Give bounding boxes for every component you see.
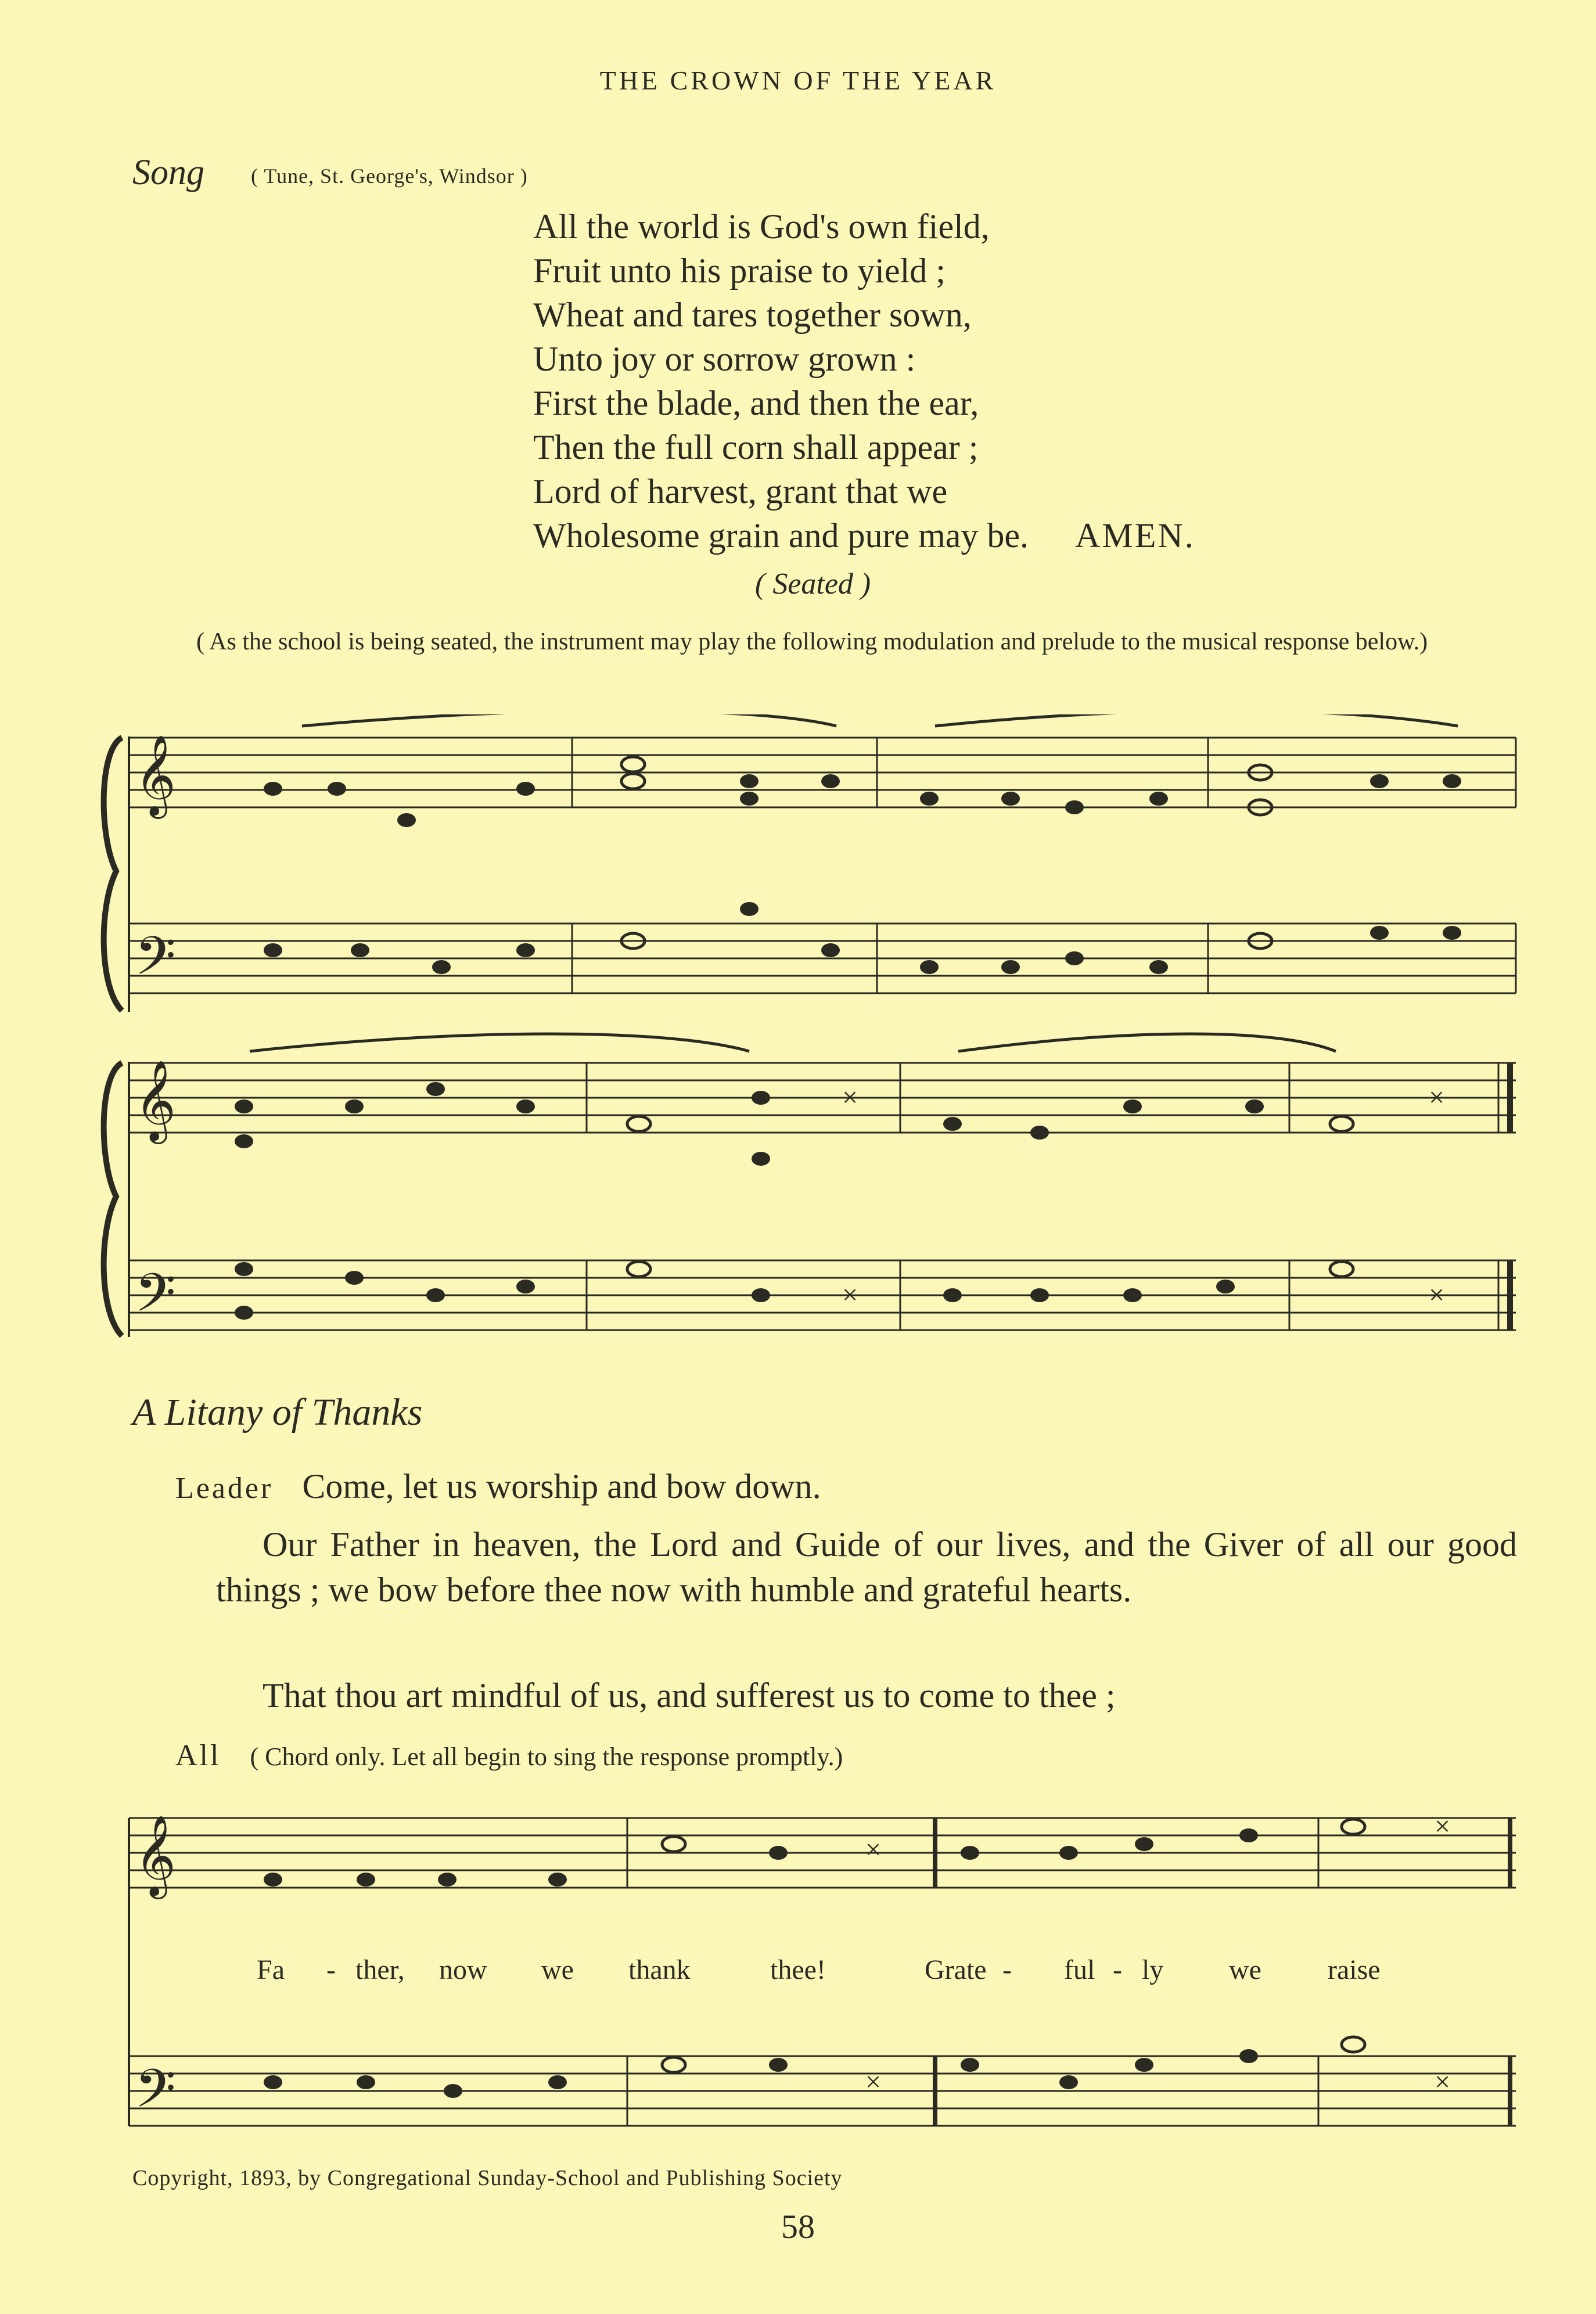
all-line [175, 1731, 843, 1780]
instrument-note: ( As the school is being seated, the instrument may play the following modulation and prelude to the musical response below.) [196, 628, 1428, 655]
response-lyrics [0, 1954, 1596, 1995]
svg-text:𝄢: 𝄢 [135, 2060, 176, 2131]
svg-text:×: × [865, 1834, 882, 1865]
svg-text:𝄞: 𝄞 [135, 1062, 176, 1139]
verse-line: Then the full corn shall appear ; [533, 428, 979, 466]
lyric-syllable: we [1229, 1954, 1261, 1985]
leader-text: Come, let us worship and bow down. [302, 1467, 821, 1505]
verse-line: Wheat and tares together sown, [533, 296, 972, 334]
song-tune: ( Tune, St. George's, Windsor ) [251, 164, 528, 188]
all-direction: ( Chord only. Let all begin to sing the response promptly.) [250, 1742, 843, 1771]
lyric-syllable: - [1113, 1954, 1122, 1985]
svg-text:×: × [842, 1280, 858, 1310]
verse-line: Lord of harvest, grant that we [533, 472, 948, 511]
svg-text:×: × [1429, 1280, 1445, 1310]
lyric-syllable: ful [1064, 1954, 1095, 1985]
lyric-syllable: thank [628, 1954, 691, 1985]
litany-heading: A Litany of Thanks [132, 1391, 423, 1433]
verse-line-text: Wholesome grain and pure may be. [533, 516, 1029, 555]
verse-line [533, 513, 1195, 558]
verse-line: First the blade, and then the ear, [533, 384, 979, 422]
music-system-1 [0, 714, 1596, 1028]
svg-text:×: × [1435, 1811, 1451, 1842]
svg-text:𝄢: 𝄢 [135, 1264, 176, 1335]
svg-text:𝄢: 𝄢 [135, 928, 176, 998]
lyric-syllable: raise [1328, 1954, 1381, 1985]
leader-line [175, 1464, 821, 1511]
seated-direction: ( Seated ) [755, 567, 871, 601]
verse-line: Fruit unto his praise to yield ; [533, 251, 946, 290]
lyric-syllable: we [541, 1954, 574, 1985]
svg-text:×: × [1429, 1082, 1445, 1113]
score-notation [104, 1034, 1516, 1337]
page-number: 58 [781, 2208, 815, 2245]
lyric-syllable: Grate [925, 1954, 987, 1985]
all-label: All [175, 1739, 221, 1772]
svg-text:×: × [842, 1082, 858, 1113]
running-title: THE CROWN OF THE YEAR [599, 66, 997, 95]
litany-paragraph: Our Father in heaven, the Lord and Guide of our lives, and the Giver of all our good things ; we bow before thee now with humble and grateful hearts. [216, 1525, 1517, 1609]
lyric-syllable: ther, [355, 1954, 405, 1985]
lyric-syllable: now [439, 1954, 487, 1985]
music-system-2 [0, 1022, 1596, 1348]
lyric-syllable: thee! [770, 1954, 826, 1985]
song-label: Song [132, 153, 204, 192]
svg-text:×: × [865, 2067, 882, 2097]
score-notation [104, 714, 1516, 1012]
copyright-notice: Copyright, 1893, by Congregational Sunday-School and Publishing Society [132, 2166, 843, 2190]
lyric-syllable: ly [1142, 1954, 1164, 1985]
svg-text:𝄞: 𝄞 [135, 1817, 176, 1894]
lyric-syllable: Fa [257, 1954, 285, 1985]
verse-line: All the world is God's own field, [533, 207, 990, 246]
amen: AMEN. [1075, 516, 1195, 555]
svg-text:×: × [1435, 2067, 1451, 2097]
song-verse [533, 204, 1195, 558]
lyric-syllable: - [326, 1954, 336, 1985]
svg-text:𝄞: 𝄞 [135, 736, 176, 814]
lyric-syllable: - [1002, 1954, 1012, 1985]
leader-label: Leader [175, 1472, 274, 1505]
litany-line: That thou art mindful of us, and sufferest us to come to thee ; [263, 1676, 1116, 1715]
verse-line: Unto joy or sorrow grown : [533, 340, 916, 378]
